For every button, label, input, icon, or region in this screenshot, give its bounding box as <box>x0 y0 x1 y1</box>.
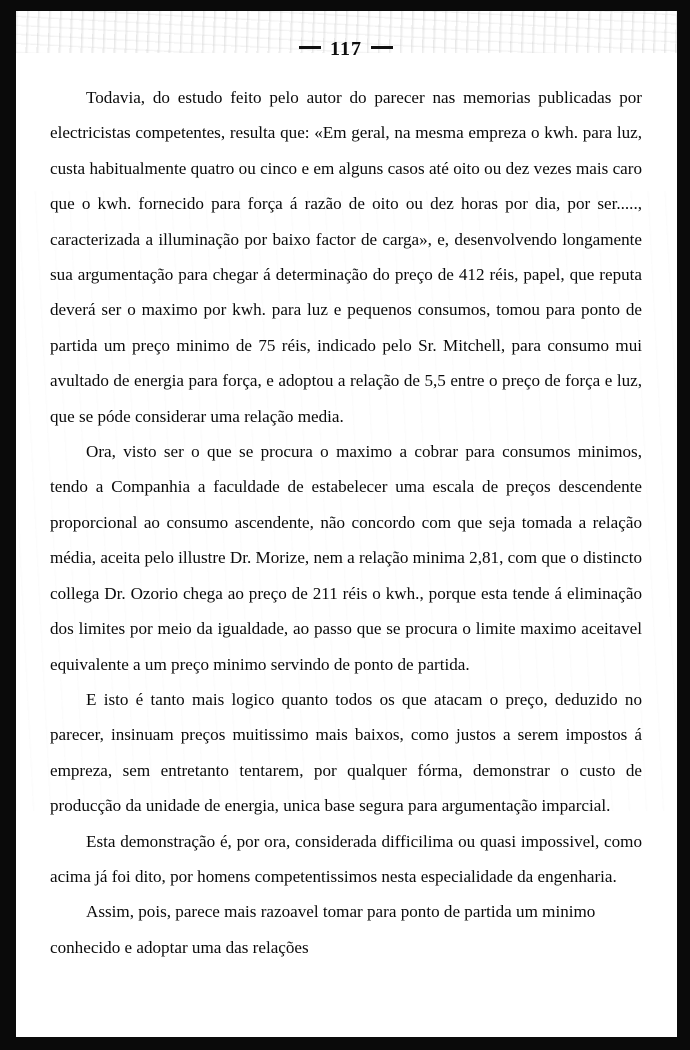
paragraph: Esta demonstração é, por ora, considerada difficilima ou quasi impossivel, como acima já foi dito, por homens competentissimos nesta especialidade da engenharia. <box>50 831 642 886</box>
paragraph: Todavia, do estudo feito pelo autor do parecer nas memorias publicadas por electricistas competentes, resulta que: «Em geral, na mesma empreza o kwh. para luz, custa habitualmente quatro ou cinco e em alguns casos até oito ou dez vezes mais caro que o kwh. fornecido para força á razão de oito ou dez horas por dia, por ser....., caracterizada a illuminação por baixo factor de carga», e, desenvolvendo longamente sua argumentação para chegar á determinação do preço de 412 réis, papel, que reputa deverá ser o maximo por kwh. para luz e pequenos consumos, tomou para ponto de partida um preço minimo de 75 réis, indicado pelo Sr. Mitchell, para consumo mui avultado de energia para força, e adoptou a relação de 5,5 entre o preço de força e luz, que se póde considerar uma relação media. <box>50 88 642 426</box>
folio-rule-right <box>371 46 393 49</box>
body-text <box>50 61 642 965</box>
folio-number: 117 <box>330 38 362 60</box>
paragraph: Ora, visto ser o que se procura o maximo a cobrar para consumos minimos, tendo a Companhia a faculdade de estabelecer uma escala de preços descendente proporcional ao consumo ascendente, não concordo com que seja tomada a relação média, aceita pelo illustre Dr. Morize, nem a relação minima 2,81, com que o distincto collega Dr. Ozorio chega ao preço de 211 réis o kwh., porque esta tende á eliminação dos limites por meio da igualdade, ao passo que se procura o limite maximo aceitavel equivalente a um preço minimo servindo de ponto de partida. <box>50 442 642 674</box>
folio-rule-left <box>299 46 321 49</box>
page-number <box>50 11 642 61</box>
paragraph: Assim, pois, parece mais razoavel tomar para ponto de partida um minimo conhecido e adoptar uma das relações <box>50 902 596 957</box>
paragraph: E isto é tanto mais logico quanto todos os que atacam o preço, deduzido no parecer, insinuam preços muitissimo mais baixos, como justos a serem impostos á empreza, sem entretanto tentarem, por qualquer fórma, demonstrar o custo de producção da unidade de energia, unica base segura para argumentação imparcial. <box>50 689 642 816</box>
page-sheet <box>16 11 677 1037</box>
page-content <box>16 11 677 965</box>
